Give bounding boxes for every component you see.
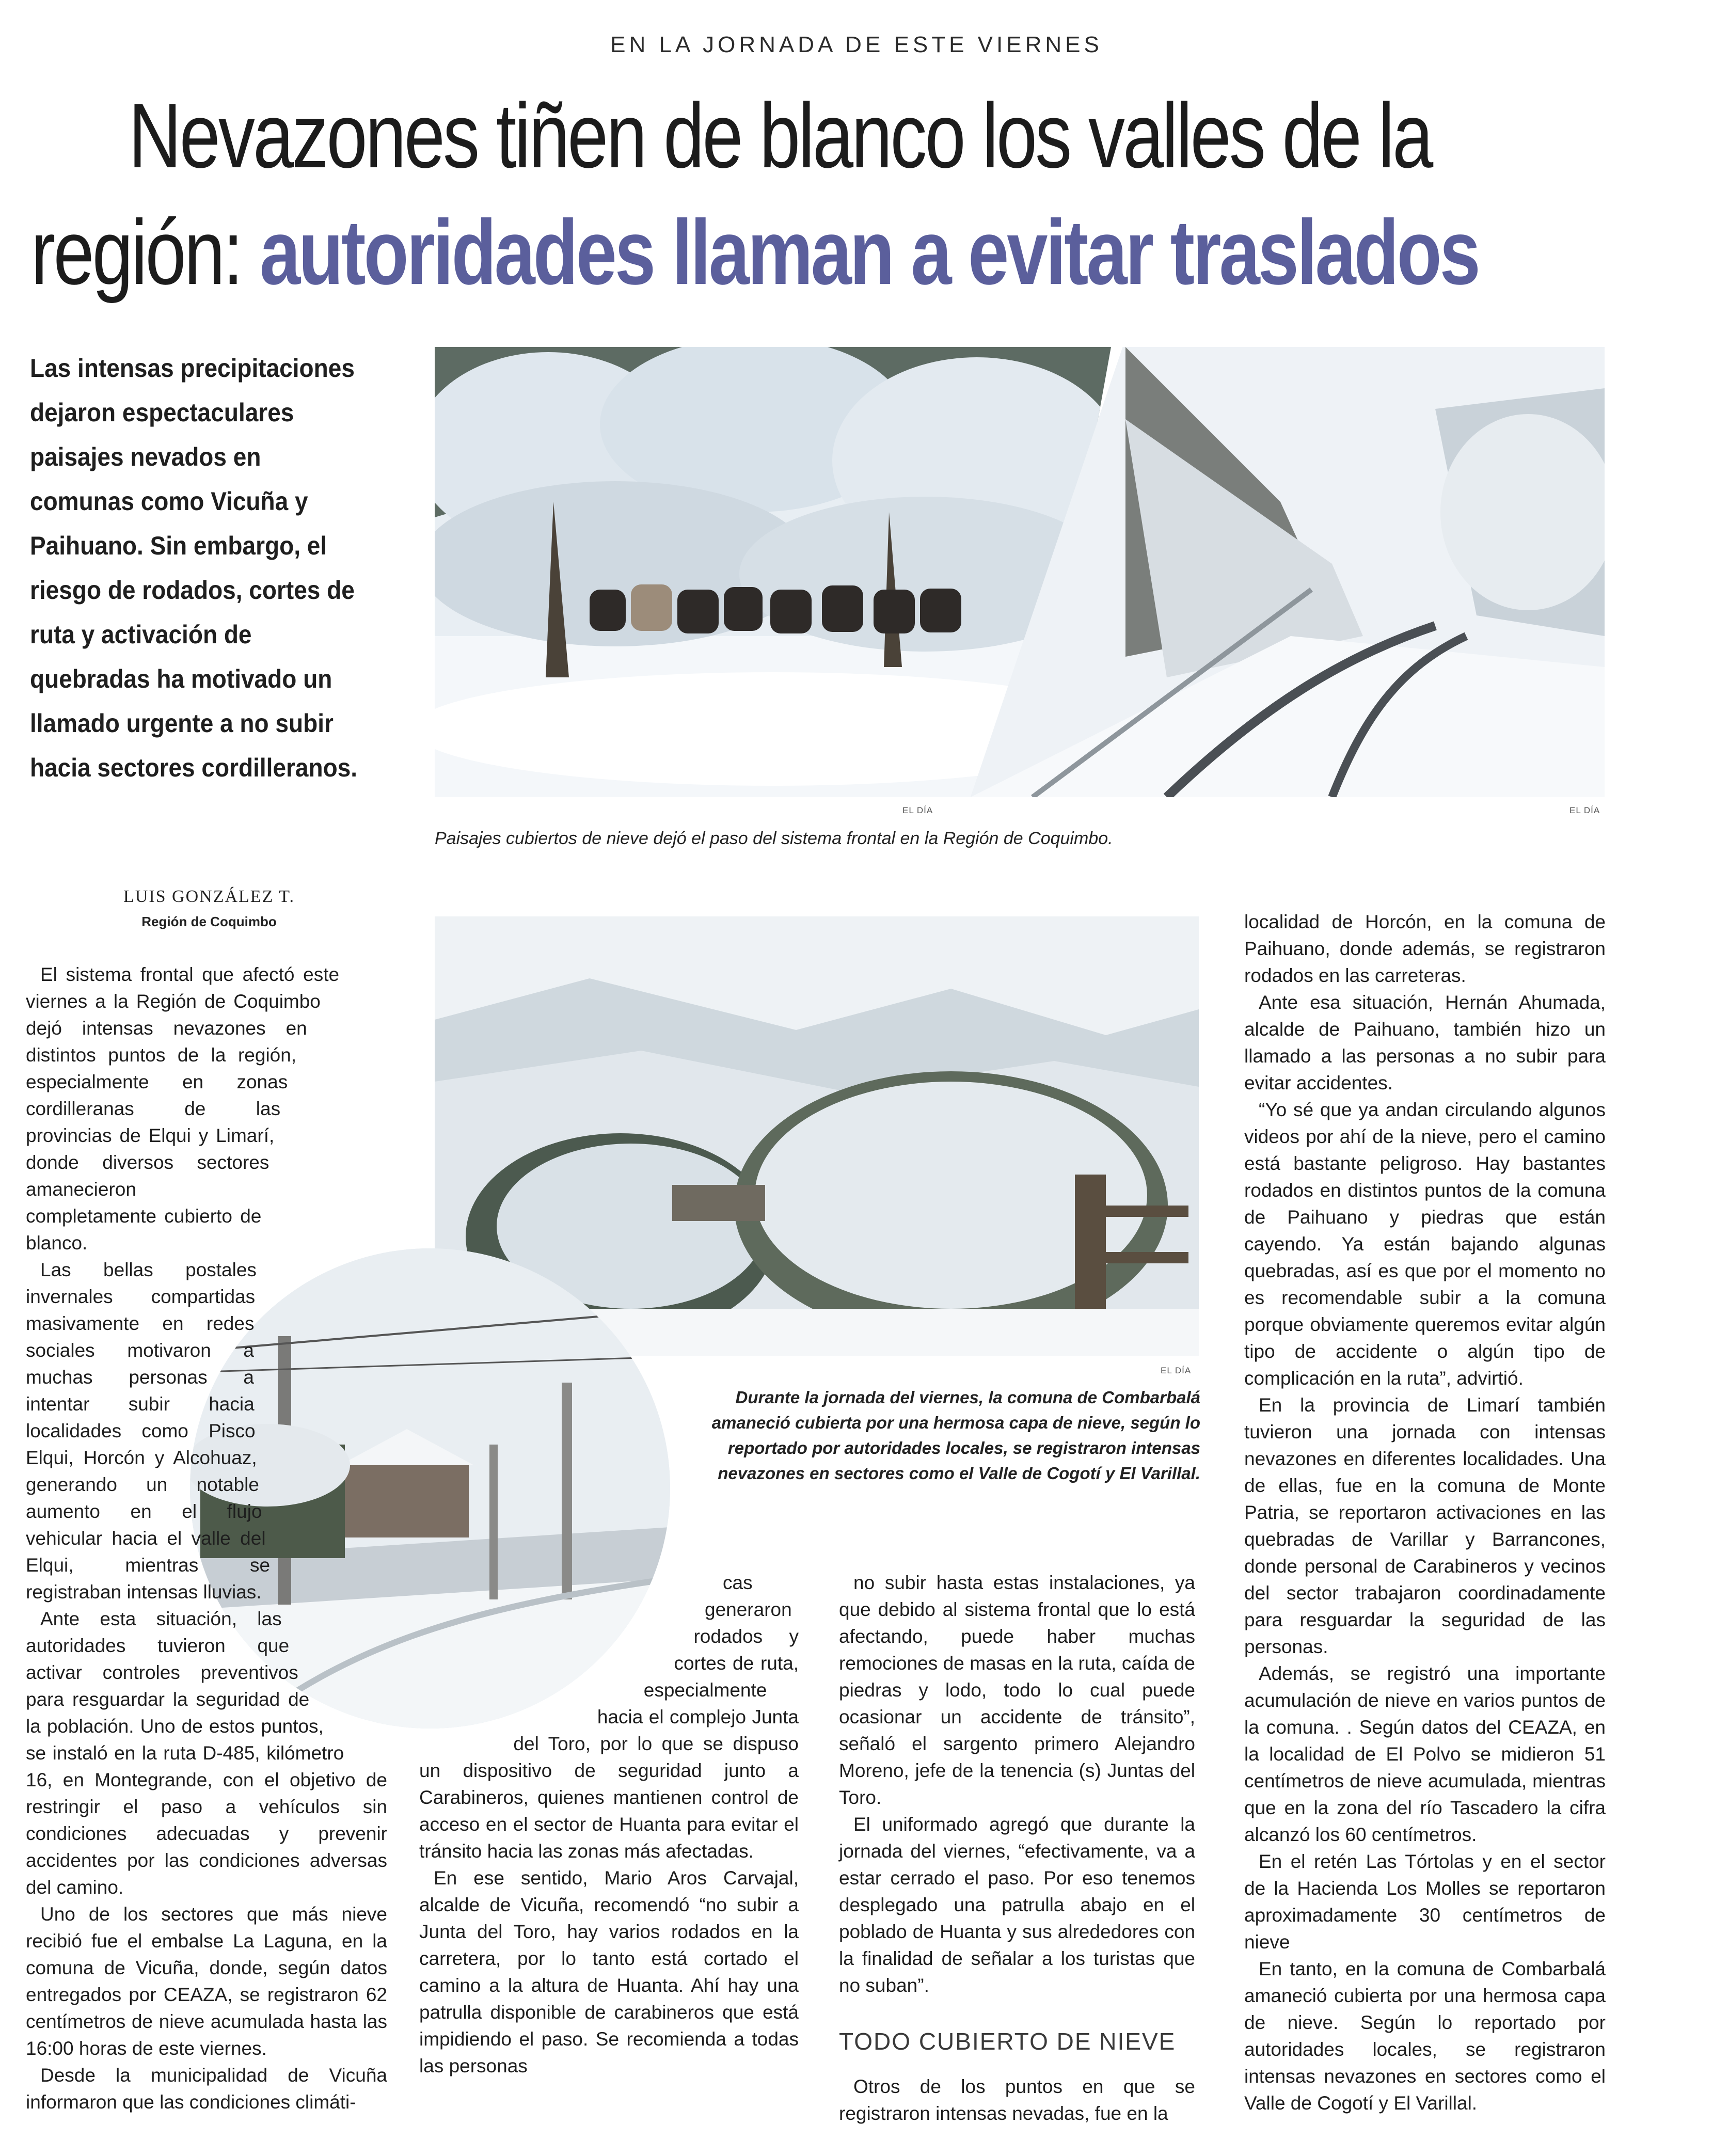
article-paragraph: El uniformado agregó que durante la jornada del viernes, “efectivamente, va a estar cerrado el paso. Por eso tenemos desplegado una patrulla abajo en el poblado de Huanta y sus alrededores con la finalidad de señalar a los turistas que no suban”.: [839, 1814, 1195, 1996]
article-paragraph: Ante esa situación, Hernán Ahumada, alcalde de Paihuano, también hizo un llamado a las personas a no subir para evitar accidentes.: [1244, 992, 1606, 1093]
article-paragraph: En el retén Las Tórtolas y en el sector de la Hacienda Los Molles se reportaron aproximadamente 30 centímetros de nieve: [1244, 1851, 1606, 1953]
photo-caption-1: Paisajes cubiertos de nieve dejó el paso del sistema frontal en la Región de Coquimbo.: [435, 829, 1113, 848]
photo-credit-2: EL DÍA: [1569, 805, 1600, 815]
kicker: EN LA JORNADA DE ESTE VIERNES: [610, 32, 1103, 57]
article-paragraph: no subir hasta estas instalaciones, ya que debido al sistema frontal que lo está afectando, puede haber muchas remociones de masas en la ruta, caída de piedras y lodo, todo lo cual puede ocasionar un accidente de tránsito”, señaló el sargento primero Alejandro Moreno, jefe de la tenencia (s) Juntas del Toro.: [839, 1572, 1195, 1808]
article-paragraph: cas generaron rodados y cortes de ruta, especialmente hacia el complejo Junta del Toro, por lo que se dispuso un dispositivo de seguridad junto a Carabineros, quienes mantienen control de acceso en el sector de Huanta para evitar el tránsito hacia las zonas más afectadas.: [419, 1572, 799, 1862]
article-paragraph: Ante esta situación, las autoridades tuvieron que activar controles preventivos para resguardar la seguridad de la población. Uno de estos puntos, se instaló en la ruta D-485, kilómetro 16, en Montegrande, con el objetivo de restringir el paso a vehículos sin condiciones adecuadas y prevenir accidentes por las condiciones adversas del camino.: [26, 1608, 387, 1898]
headline: [31, 77, 1479, 311]
photo-credit-3: EL DÍA: [1161, 1366, 1192, 1375]
byline-region: Región de Coquimbo: [141, 914, 277, 929]
article-paragraph: Las bellas postales invernales compartidas masivamente en redes sociales motivaron a muchas personas a intentar subir hacia localidades como Pisco Elqui, Horcón y Alcohuaz, generando un notable aumento en el flujo vehicular hacia el valle del Elqui, mientras se registraban intensas lluvias.: [26, 1259, 271, 1603]
lead-paragraph: Las intensas precipitaciones dejaron espectaculares paisajes nevados en comunas como Vicuña y Paihuano. Sin embargo, el riesgo de rodados, cortes de ruta y activación de quebradas ha motivado un llamado urgente a no subir hacia sectores cordilleranos.: [30, 354, 358, 782]
article-paragraph: Otros de los puntos en que se registraron intensas nevadas, fue en la: [839, 2076, 1195, 2124]
byline-author: LUIS GONZÁLEZ T.: [123, 887, 295, 906]
headline-plain: región:: [31, 201, 260, 304]
headline-line-2: [31, 194, 1479, 311]
article-paragraph: Además, se registró una importante acumulación de nieve en varios puntos de la comuna. . Según datos del CEAZA, en la localidad de El Polvo se midieron 51 centímetros de nieve acumulada, mientras que en la zona del río Tascadero la cifra alcanzó los 60 centímetros.: [1244, 1663, 1606, 1845]
section-subhead: TODO CUBIERTO DE NIEVE: [839, 2028, 1176, 2055]
article-column-2: [419, 1570, 799, 2080]
article-paragraph: El sistema frontal que afectó este viernes a la Región de Coquimbo dejó intensas nevazones en distintos puntos de la región, especialmente en zonas cordilleranas de las provincias de Elqui y Limarí, donde diversos sectores amanecieron completamente cubierto de blanco.: [26, 964, 340, 1254]
article-paragraph: Uno de los sectores que más nieve recibió fue el embalse La Laguna, en la comuna de Vicuña, donde, según datos entregados por CEAZA, se registraron 62 centímetros de nieve acumulada hasta las 16:00 horas de este viernes.: [26, 1904, 387, 2059]
article-column-3: [839, 1570, 1195, 2127]
photo-caption-2: Durante la jornada del viernes, la comuna de Combarbalá amaneció cubierta por una hermosa capa de nieve, según lo reportado por autoridades locales, se registraron intensas nevazones en sectores como el Valle de Cogotí y El Varillal.: [711, 1388, 1200, 1483]
headline-highlight: autoridades llaman a evitar traslados: [259, 201, 1479, 304]
article-paragraph: En tanto, en la comuna de Combarbalá amaneció cubierta por una hermosa capa de nieve. Según lo reportado por autoridades locales, se registraron intensas nevazones en sectores como el Valle de Cogotí y El Varillal.: [1244, 1958, 1606, 2114]
article-paragraph: En la provincia de Limarí también tuvieron una jornada con intensas nevazones en diferentes localidades. Una de ellas, fue en la comuna de Monte Patria, se reportaron activaciones en las quebradas de Varillar y Barrancones, donde personal de Carabineros y vecinos del sector trabajaron coordinadamente para resguardar la seguridad de las personas.: [1244, 1394, 1606, 1657]
article-column-1: [26, 961, 387, 2116]
article-column-4: [1244, 909, 1606, 2117]
photo-credit-1: EL DÍA: [902, 805, 933, 815]
article-paragraph: “Yo sé que ya andan circulando algunos videos por ahí de la nieve, pero el camino está bastante peligroso. Hay bastantes rodados en distintos puntos de la comuna de Paihuano y piedras que están cayendo. Ya están bajando algunas quebradas, así es que por el momento no es recomendable subir a la comuna porque obviamente queremos evitar algún tipo de accidente o algún tipo de complicación en la ruta”, advirtió.: [1244, 1099, 1606, 1389]
article-paragraph: Desde la municipalidad de Vicuña informaron que las condiciones climáti-: [26, 2065, 387, 2113]
headline-line-1: Nevazones tiñen de blanco los valles de la: [128, 84, 1432, 187]
article-paragraph: localidad de Horcón, en la comuna de Paihuano, donde además, se registraron rodados en las carreteras.: [1244, 911, 1606, 986]
article-paragraph: En ese sentido, Mario Aros Carvajal, alcalde de Vicuña, recomendó “no subir a Junta del Toro, hay varios rodados en la carretera, por lo tanto está cortado el camino a la altura de Huanta. Ahí hay una patrulla disponible de carabineros que está impidiendo el paso. Se recomienda a todas las personas: [419, 1867, 799, 2076]
